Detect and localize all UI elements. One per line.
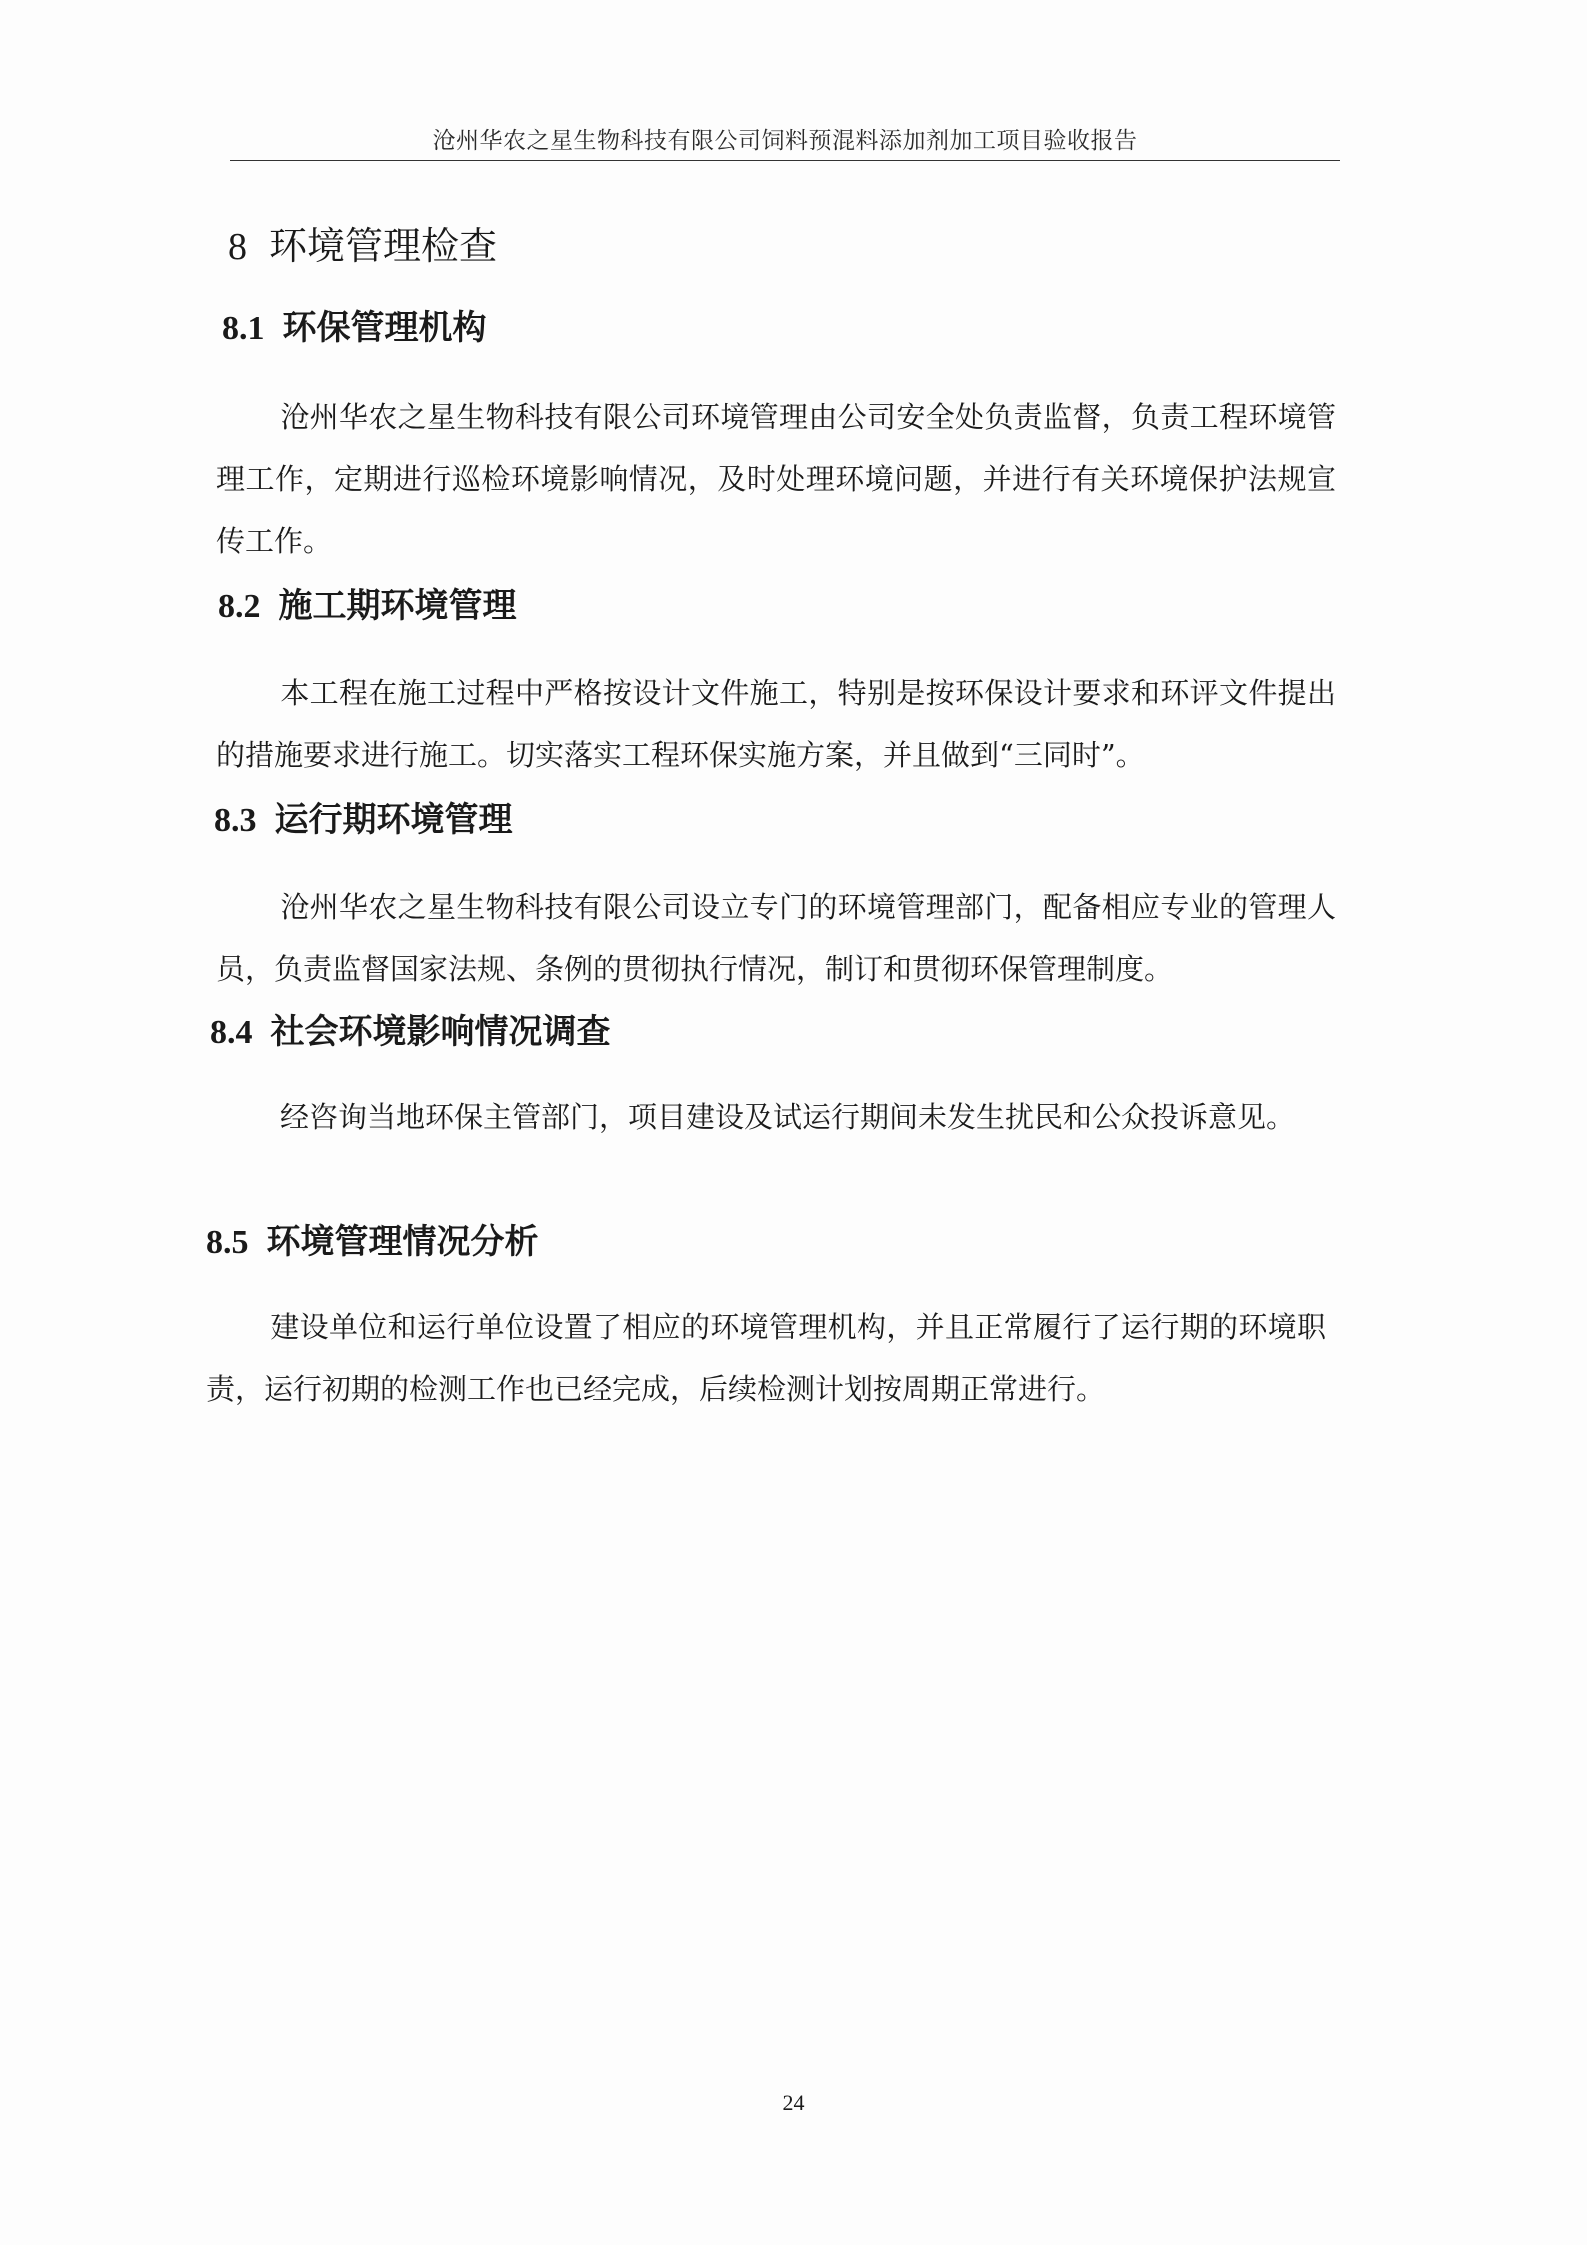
page-number: 24 (782, 2090, 805, 2115)
section-heading-8-1 (222, 300, 487, 349)
section-title: 社会环境影响情况调查 (270, 1012, 611, 1052)
section-number: 8.5 (206, 1224, 249, 1261)
paragraph-text: 沧州华农之星生物科技有限公司设立专门的环境管理部门，配备相应专业的管理人员，负责监督国家法规、条例的贯彻执行情况，制订和贯彻环保管理制度。 (216, 890, 1336, 986)
paragraph-text: 建设单位和运行单位设置了相应的环境管理机构，并且正常履行了运行期的环境职责，运行初期的检测工作也已经完成，后续检测计划按周期正常进行。 (206, 1310, 1326, 1406)
chapter-title: 环境管理检查 (269, 224, 498, 268)
section-title: 运行期环境管理 (274, 800, 513, 840)
section-body-8-3 (216, 876, 1336, 1000)
header-rule (230, 160, 1340, 161)
chapter-number: 8 (228, 226, 247, 268)
chapter-heading (228, 215, 497, 270)
section-body-8-2 (216, 662, 1336, 786)
paragraph-text: 本工程在施工过程中严格按设计文件施工，特别是按环保设计要求和环评文件提出的措施要求进行施工。切实落实工程环保实施方案，并且做到“三同时”。 (216, 676, 1336, 772)
section-title: 施工期环境管理 (278, 586, 517, 626)
section-title: 环境管理情况分析 (266, 1222, 539, 1262)
section-title: 环保管理机构 (282, 308, 487, 348)
section-heading-8-3 (214, 792, 513, 841)
section-body-8-1 (216, 386, 1336, 572)
section-number: 8.1 (222, 310, 265, 347)
section-heading-8-4 (210, 1004, 611, 1053)
paragraph-text: 沧州华农之星生物科技有限公司环境管理由公司安全处负责监督，负责工程环境管理工作，定期进行巡检环境影响情况，及时处理环境问题，并进行有关环境保护法规宣传工作。 (216, 400, 1336, 558)
section-number: 8.2 (218, 588, 261, 625)
section-number: 8.4 (210, 1014, 253, 1051)
section-body-8-4 (216, 1086, 1336, 1148)
section-number: 8.3 (214, 802, 257, 839)
paragraph-text: 经咨询当地环保主管部门，项目建设及试运行期间未发生扰民和公众投诉意见。 (280, 1100, 1296, 1134)
running-header: 沧州华农之星生物科技有限公司饲料预混料添加剂加工项目验收报告 (432, 128, 1138, 154)
section-body-8-5 (206, 1296, 1326, 1420)
section-heading-8-2 (218, 578, 517, 627)
section-heading-8-5 (206, 1214, 539, 1263)
